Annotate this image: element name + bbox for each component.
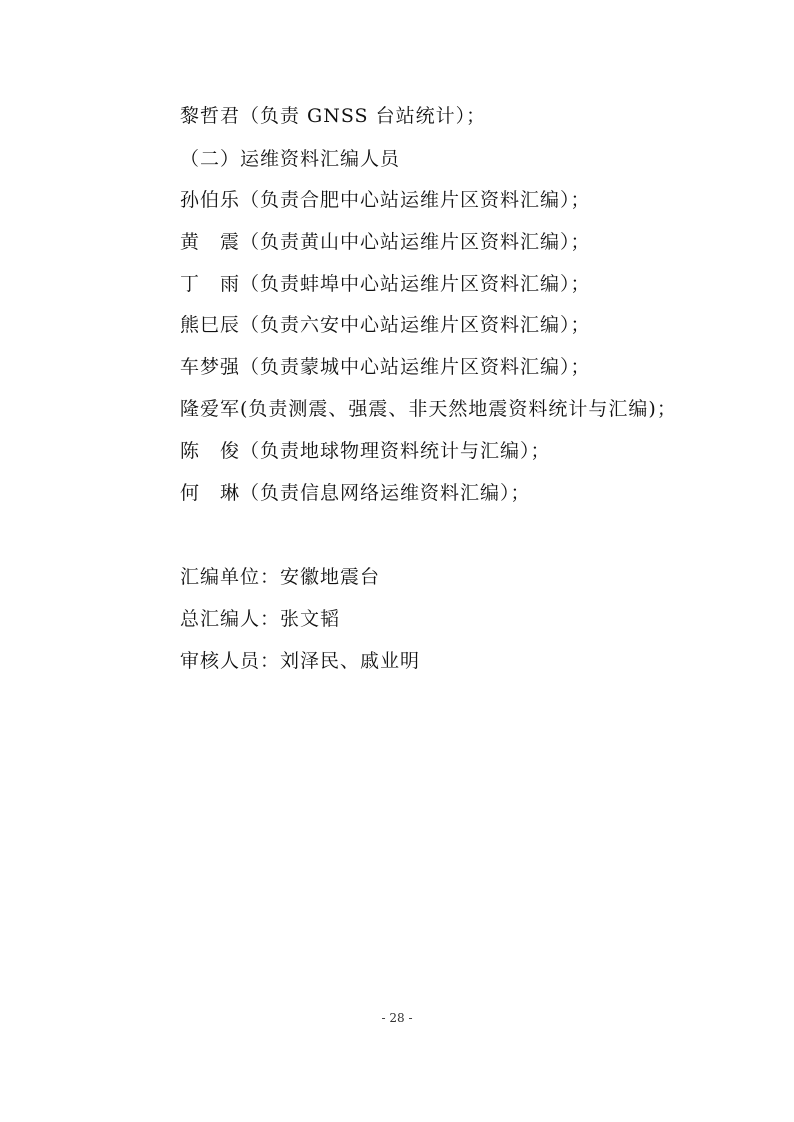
staff-line-ding-yu: 丁 雨（负责蚌埠中心站运维片区资料汇编）； [180,273,591,295]
staff-line-he-lin: 何 琳（负责信息网络运维资料汇编）； [180,482,531,504]
staff-line-che-mengqiang: 车梦强（负责蒙城中心站运维片区资料汇编）； [180,356,591,378]
staff-line-sun-bole: 孙伯乐（负责合肥中心站运维片区资料汇编）； [180,189,591,211]
page-number: - 28 - [381,1011,413,1025]
staff-line-long-aijun: 隆爱军(负责测震、强震、非天然地震资料统计与汇编)； [180,398,677,420]
compiling-unit: 汇编单位：安徽地震台 [180,566,381,588]
section-heading-compilers: （二）运维资料汇编人员 [180,148,401,170]
reviewers: 审核人员：刘泽民、戚业明 [180,650,421,672]
staff-line-li-zhejun: 黎哲君（负责 GNSS 台站统计）； [180,105,487,127]
staff-line-chen-jun: 陈 俊（负责地球物理资料统计与汇编）； [180,440,551,462]
staff-line-huang-zhen: 黄 震（负责黄山中心站运维片区资料汇编）； [180,231,591,253]
staff-line-xiong-sichen: 熊巳辰（负责六安中心站运维片区资料汇编）； [180,314,591,336]
chief-compiler: 总汇编人：张文韬 [180,608,341,630]
